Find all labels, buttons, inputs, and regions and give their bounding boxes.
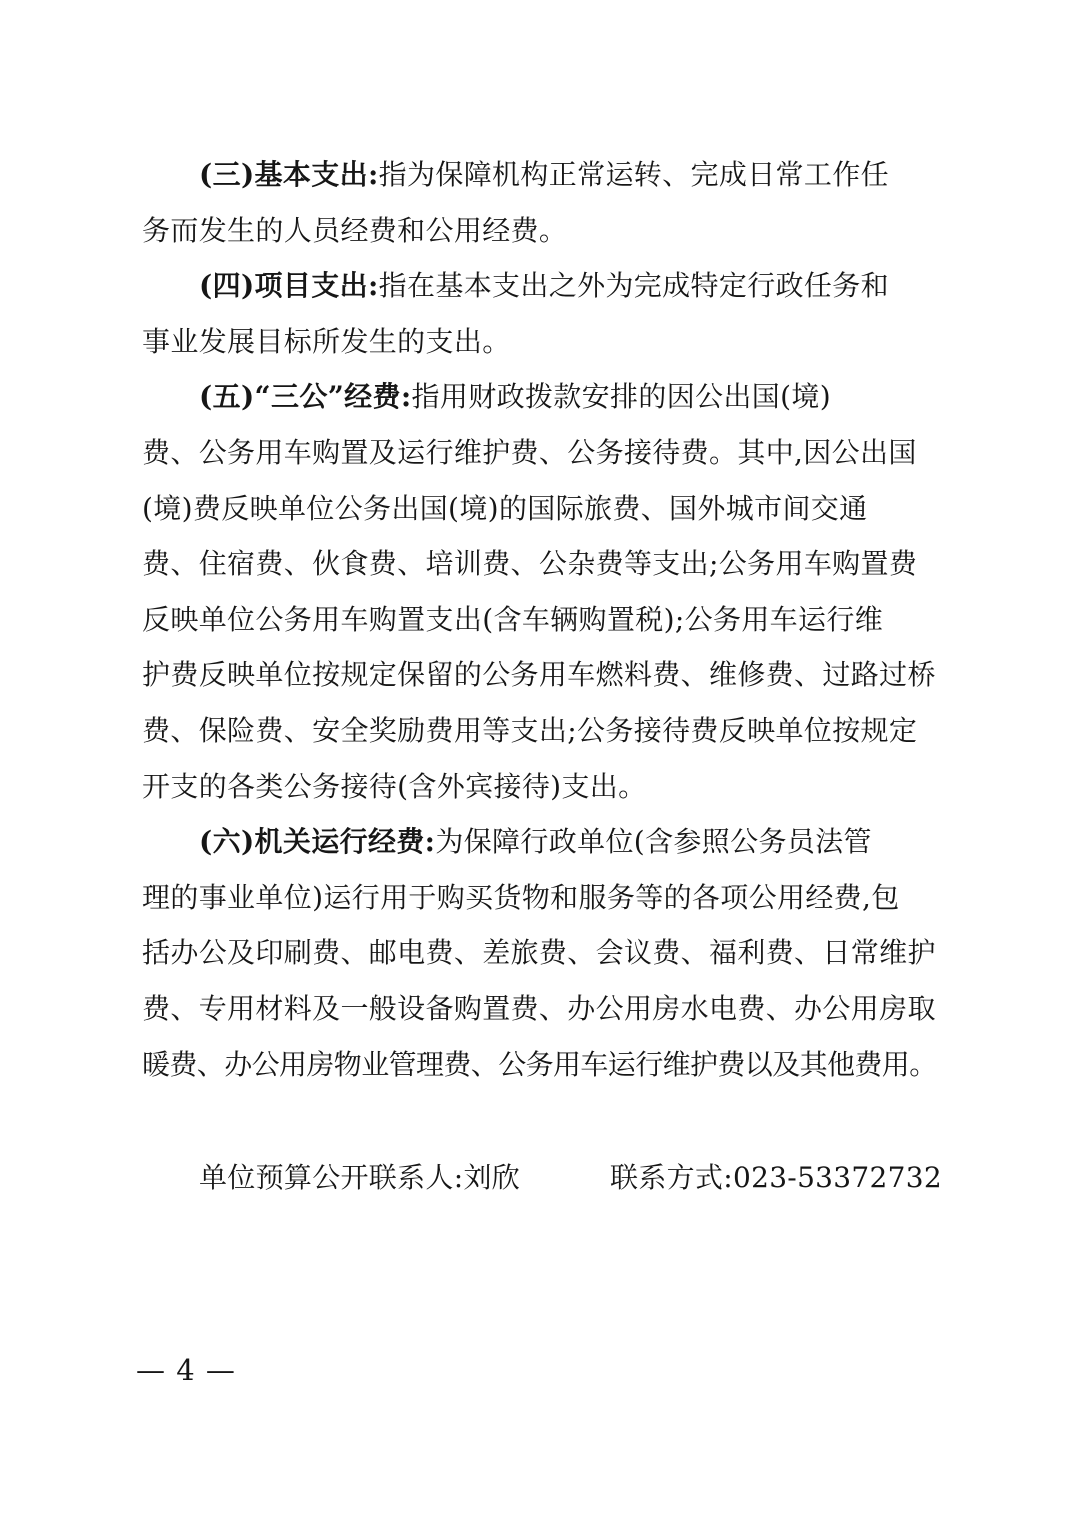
- text-line: [142, 814, 942, 870]
- text-line: [142, 981, 942, 1037]
- text-line: [142, 592, 942, 648]
- text-segment: 指用财政拨款安排的因公出国(境): [411, 380, 831, 414]
- text-line: [142, 1037, 942, 1093]
- text-segment: 括办公及印刷费、邮电费、差旅费、会议费、福利费、日常维护: [142, 936, 936, 970]
- text-line: [142, 258, 942, 314]
- text-segment: 暖费、办公用房物业管理费、公务用车运行维护费以及其他费用。: [142, 1047, 937, 1081]
- text-segment: 为保障行政单位(含参照公务员法管: [435, 825, 872, 859]
- text-line: [142, 203, 942, 259]
- text-segment: 费、住宿费、伙食费、培训费、公杂费等支出;公务用车购置费: [142, 547, 918, 581]
- document-body: [142, 147, 942, 1092]
- term-label: (五)“三公”经费:: [199, 380, 412, 414]
- contact-person-name: 刘欣: [463, 1161, 521, 1195]
- text-line: [142, 759, 942, 815]
- contact-phone-label: 联系方式:: [610, 1161, 733, 1195]
- text-segment: 事业发展目标所发生的支出。: [142, 324, 511, 358]
- text-segment: 指在基本支出之外为完成特定行政任务和: [378, 269, 889, 303]
- text-segment: 护费反映单位按规定保留的公务用车燃料费、维修费、过路过桥: [142, 658, 936, 692]
- text-line: [142, 647, 942, 703]
- text-segment: 反映单位公务用车购置支出(含车辆购置税);公务用车运行维: [142, 602, 884, 636]
- contact-phone-number: 023-53372732: [732, 1161, 942, 1195]
- term-label: (六)机关运行经费:: [199, 825, 436, 859]
- contact-line: [142, 1150, 942, 1206]
- text-line: [142, 703, 942, 759]
- text-line: [142, 314, 942, 370]
- contact-person: [199, 1150, 520, 1206]
- text-segment: 费、专用材料及一般设备购置费、办公用房水电费、办公用房取: [142, 991, 936, 1025]
- text-line: [142, 147, 942, 203]
- text-line: [142, 425, 942, 481]
- page-number: — 4 —: [136, 1353, 236, 1387]
- text-segment: 指为保障机构正常运转、完成日常工作任: [378, 158, 889, 191]
- text-line: [142, 536, 942, 592]
- text-segment: 费、公务用车购置及运行维护费、公务接待费。其中,因公出国: [142, 435, 917, 469]
- text-line: [142, 369, 942, 425]
- text-line: [142, 870, 942, 926]
- contact-phone: [610, 1150, 942, 1206]
- contact-person-label: 单位预算公开联系人:: [199, 1161, 464, 1195]
- text-segment: 开支的各类公务接待(含外宾接待)支出。: [142, 769, 647, 803]
- text-segment: 理的事业单位)运行用于购买货物和服务等的各项公用经费,包: [142, 880, 900, 914]
- document-content: [142, 147, 942, 1206]
- text-line: [142, 925, 942, 981]
- term-label: (四)项目支出:: [199, 269, 379, 303]
- term-label: (三)基本支出:: [199, 158, 379, 191]
- text-segment: 费、保险费、安全奖励费用等支出;公务接待费反映单位按规定: [142, 713, 918, 747]
- text-segment: 务而发生的人员经费和公用经费。: [142, 213, 568, 247]
- text-line: [142, 481, 942, 537]
- text-segment: (境)费反映单位公务出国(境)的国际旅费、国外城市间交通: [142, 491, 868, 525]
